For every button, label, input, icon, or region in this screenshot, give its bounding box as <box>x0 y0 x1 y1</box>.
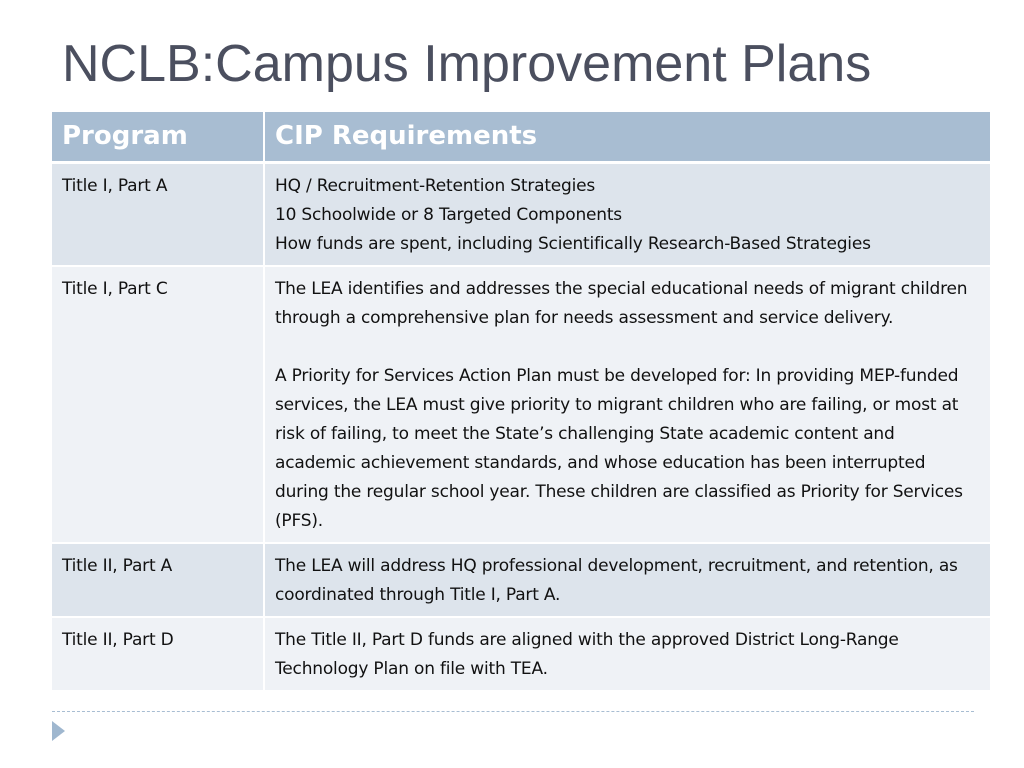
requirement-line: How funds are spent, including Scientifically Research-Based Strategies <box>275 233 871 254</box>
footer-divider <box>52 711 974 712</box>
paragraph-spacer <box>275 333 980 362</box>
table-header-row <box>52 112 990 162</box>
program-cell: Title II, Part A <box>52 543 264 617</box>
requirements-cell: The LEA will address HQ professional development, recruitment, and retention, as coordinated through Title I, Part A. <box>264 543 990 617</box>
requirements-cell: The Title II, Part D funds are aligned with the approved District Long-Range Technology Plan on file with TEA. <box>264 617 990 691</box>
table-row <box>52 617 990 691</box>
slide-title: NCLB:Campus Improvement Plans <box>62 35 872 93</box>
table-row <box>52 266 990 543</box>
program-cell: Title II, Part D <box>52 617 264 691</box>
requirement-paragraph: The LEA identifies and addresses the special educational needs of migrant children through a comprehensive plan for needs assessment and service delivery. <box>275 278 968 328</box>
requirement-line: HQ / Recruitment-Retention Strategies <box>275 175 596 196</box>
requirements-cell <box>264 266 990 543</box>
requirements-cell <box>264 162 990 266</box>
header-cip-requirements: CIP Requirements <box>264 112 990 162</box>
play-triangle-icon <box>52 721 65 741</box>
cip-requirements-table <box>52 112 990 692</box>
program-cell: Title I, Part C <box>52 266 264 543</box>
requirement-paragraph: A Priority for Services Action Plan must be developed for: In providing MEP-funded services, the LEA must give priority to migrant children who are failing, or most at risk of failing, to meet the State’s challenging State academic content and academic achievement standards, and whose education has been interrupted during the regular school year. These children are classified as Priority for Services (PFS). <box>275 365 963 531</box>
table-row <box>52 543 990 617</box>
program-cell: Title I, Part A <box>52 162 264 266</box>
header-program: Program <box>52 112 264 162</box>
requirement-line: 10 Schoolwide or 8 Targeted Components <box>275 204 622 225</box>
table-row <box>52 162 990 266</box>
